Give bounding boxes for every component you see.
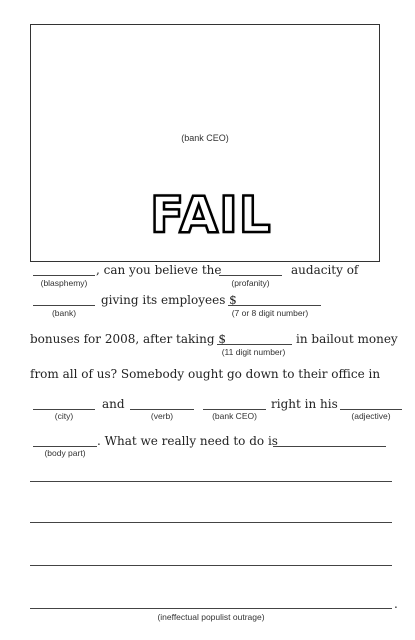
blank-verb[interactable] [130, 409, 194, 410]
caption-11-digit: (11 digit number) [221, 347, 286, 357]
photo-caption: (bank CEO) [181, 133, 229, 143]
caption-bank: (bank) [51, 308, 77, 318]
caption-blasphemy: (blasphemy) [40, 278, 88, 288]
caption-bank-ceo: (bank CEO) [212, 411, 257, 421]
blank-11-digit[interactable] [217, 344, 292, 345]
fail-stamp: FAIL [150, 186, 272, 244]
text-and: and [102, 397, 125, 411]
blank-body-part[interactable] [33, 446, 97, 447]
blank-profanity[interactable] [219, 275, 282, 276]
text-line1-a: , can you believe the [96, 263, 222, 277]
text-right-in-his: right in his [271, 397, 338, 411]
blank-what-we-need[interactable] [273, 446, 386, 447]
text-line6: . What we really need to do is [97, 434, 278, 448]
blank-adjective[interactable] [340, 409, 402, 410]
blank-bank-ceo[interactable] [203, 409, 266, 410]
answer-line-3[interactable] [30, 565, 392, 566]
caption-profanity: (profanity) [231, 278, 270, 288]
caption-body-part: (body part) [44, 448, 86, 458]
text-line2-a: giving its employees $ [101, 293, 237, 307]
text-line3-b: in bailout money [296, 332, 398, 346]
caption-populist-outrage: (ineffectual populist outrage) [157, 612, 265, 622]
caption-verb: (verb) [150, 411, 174, 421]
text-line4: from all of us? Somebody ought go down to their office in [30, 367, 381, 381]
answer-line-1[interactable] [30, 481, 392, 482]
blank-blasphemy[interactable] [33, 275, 95, 276]
text-line3-a: bonuses for 2008, after taking $ [30, 332, 226, 346]
final-period: . [394, 597, 398, 611]
text-line1-b: audacity of [291, 263, 359, 277]
caption-city: (city) [54, 411, 74, 421]
answer-line-4[interactable] [30, 608, 392, 609]
caption-7-or-8-digit: (7 or 8 digit number) [231, 308, 309, 318]
caption-adjective: (adjective) [351, 411, 391, 421]
answer-line-2[interactable] [30, 522, 392, 523]
blank-city[interactable] [33, 409, 95, 410]
blank-7-or-8-digit[interactable] [228, 305, 321, 306]
blank-bank[interactable] [33, 305, 95, 306]
